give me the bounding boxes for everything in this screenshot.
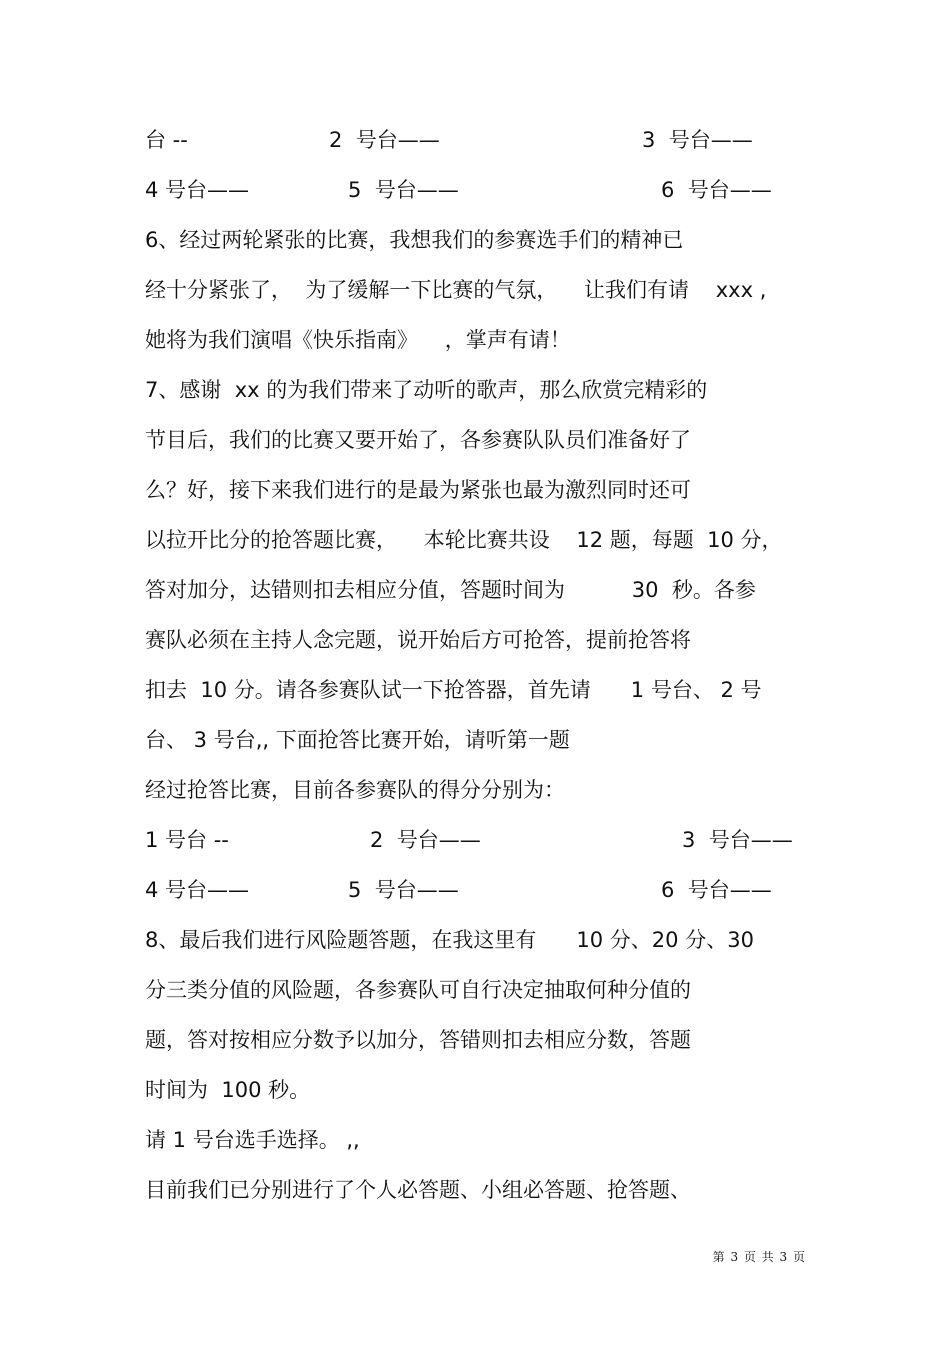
score-cell: 3 号台—— [642,128,753,152]
score-cell: 2 号台—— [329,128,440,152]
paragraph-line: 7、感谢 xx 的为我们带来了动听的歌声，那么欣赏完精彩的 [145,378,708,402]
paragraph-line: 目前我们已分别进行了个人必答题、小组必答题、抢答题、 [145,1178,691,1202]
paragraph-line: 经十分紧张了， 为了缓解一下比赛的气氛， 让我们有请 xxx , [145,278,767,302]
score-cell: 4 号台—— [145,878,250,902]
score-cell: 5 号台—— [348,178,459,202]
paragraph-line: 么？好，接下来我们进行的是最为紧张也最为激烈同时还可 [145,478,691,502]
paragraph-line: 8、最后我们进行风险题答题，在我这里有 10 分、20 分、30 [145,928,754,952]
paragraph-line: 时间为 100 秒。 [145,1078,311,1102]
paragraph-line: 赛队必须在主持人念完题，说开始后方可抢答，提前抢答将 [145,628,691,652]
paragraph-line: 经过抢答比赛，目前各参赛队的得分分别为： [145,778,565,802]
paragraph-line: 答对加分，达错则扣去相应分值，答题时间为 30 秒。各参 [145,578,756,602]
paragraph-line: 分三类分值的风险题，各参赛队可自行决定抽取何种分值的 [145,978,691,1002]
paragraph-line: 请 1 号台选手选择。 ,, [145,1128,360,1152]
score-cell: 6 号台—— [661,878,772,902]
score-row [145,824,793,856]
paragraph-line: 节目后，我们的比赛又要开始了，各参赛队队员们准备好了 [145,428,691,452]
paragraph-line: 扣去 10 分。请各参赛队试一下抢答器，首先请 1 号台、 2 号 [145,678,762,702]
score-cell: 4 号台—— [145,178,250,202]
score-cell: 5 号台—— [348,878,459,902]
score-cell: 1 号台 -- [145,828,229,852]
score-row [145,874,772,906]
score-cell: 6 号台—— [661,178,772,202]
page-number: 第 3 页 共 3 页 [712,1250,806,1264]
score-cell: 台 -- [145,128,188,152]
paragraph-line: 台、 3 号台,, 下面抢答比赛开始，请听第一题 [145,728,570,752]
paragraph-line: 6、经过两轮紧张的比赛，我想我们的参赛选手们的精神已 [145,228,684,252]
paragraph-line: 以拉开比分的抢答题比赛， 本轮比赛共设 12 题，每题 10 分， [145,528,783,552]
score-cell: 2 号台—— [370,828,481,852]
paragraph-line: 她将为我们演唱《快乐指南》 ，掌声有请！ [145,328,571,352]
score-cell: 3 号台—— [682,828,793,852]
score-row [145,124,753,156]
paragraph-line: 题，答对按相应分数予以加分，答错则扣去相应分数，答题 [145,1028,691,1052]
score-row [145,174,772,206]
